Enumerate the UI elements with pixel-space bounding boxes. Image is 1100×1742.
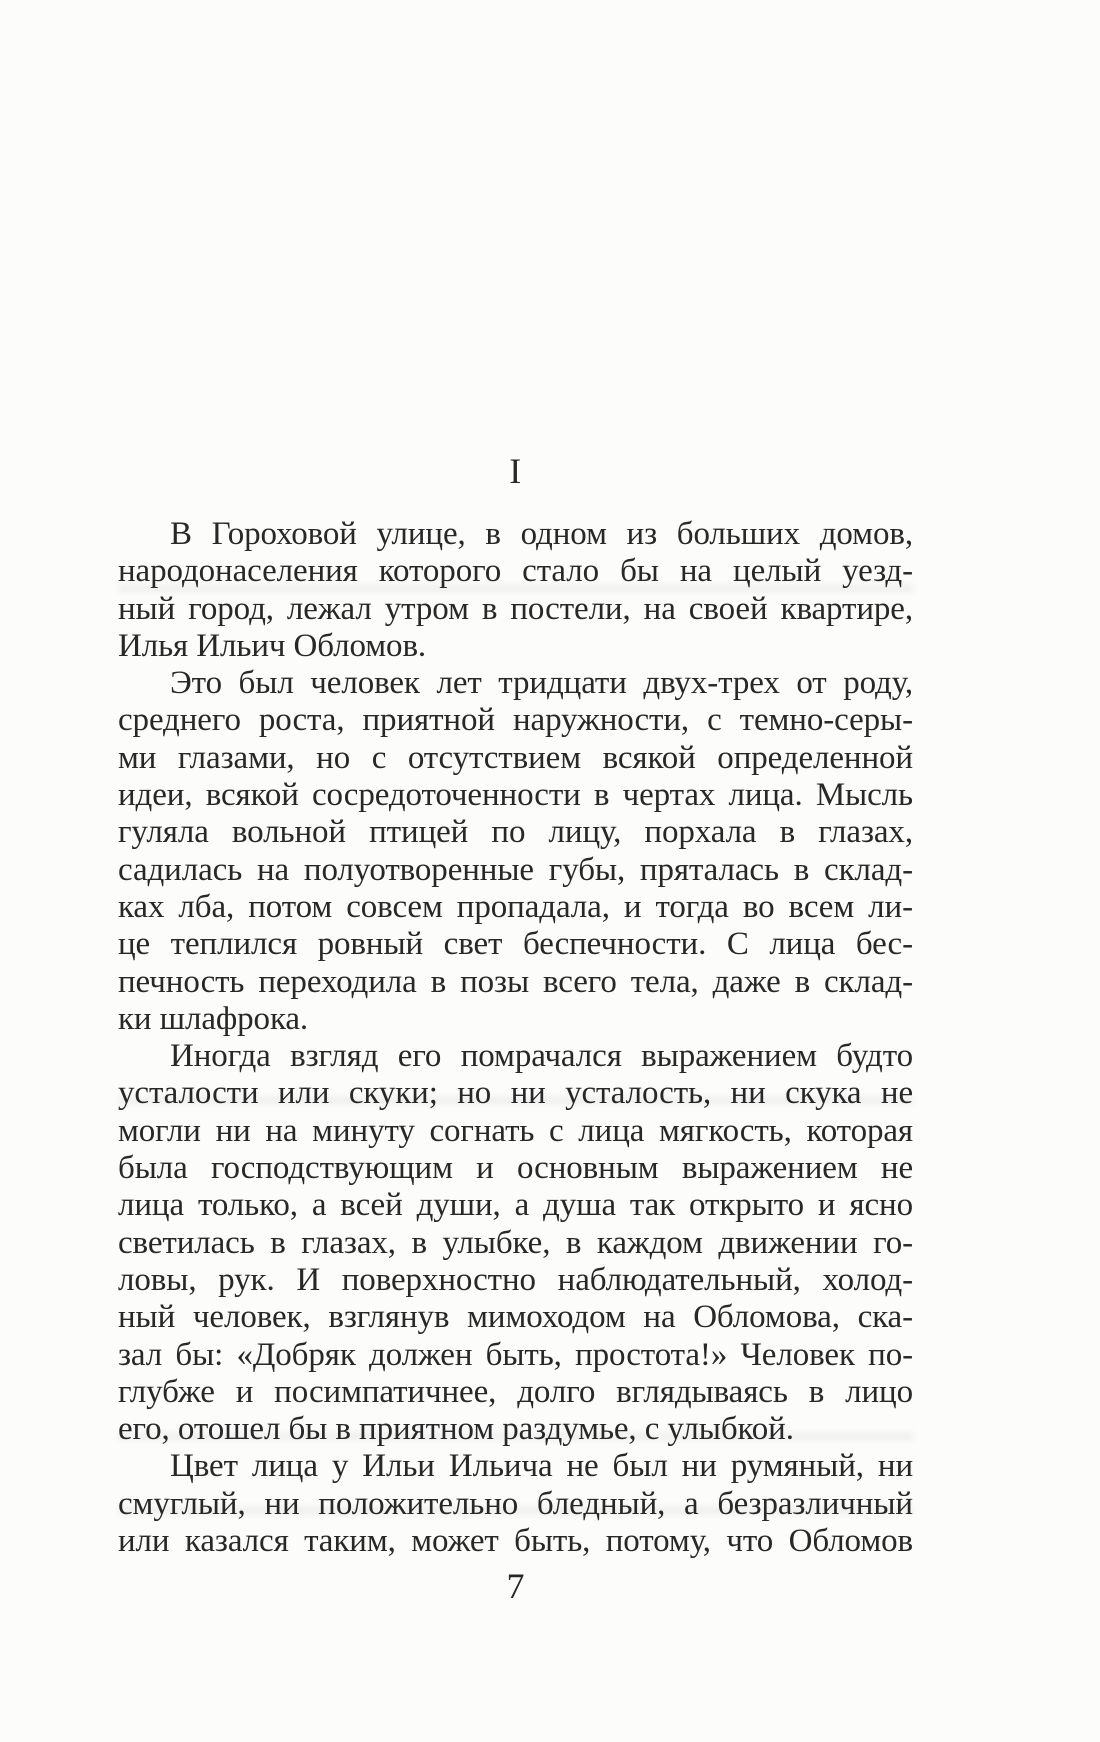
- text-line: це теплился ровный свет беспечности. С лица бес-: [118, 926, 913, 963]
- text-line: глубже и посимпатичнее, долго вглядываясь в лицо: [118, 1373, 913, 1410]
- text-line: ми глазами, но с отсутствием всякой определенной: [118, 739, 913, 776]
- paragraph: [118, 1448, 913, 1560]
- text-line: ный город, лежал утром в постели, на своей квартире,: [118, 590, 913, 627]
- text-line: В Гороховой улице, в одном из больших домов,: [170, 516, 913, 552]
- paragraph: [118, 1038, 913, 1448]
- text-line: садилась на полуотворенные губы, пряталась в склад-: [118, 851, 913, 888]
- text-line: ный человек, взглянув мимоходом на Обломова, ска-: [118, 1299, 913, 1336]
- text-line: смуглый, ни положительно бледный, а безразличный: [118, 1485, 913, 1522]
- text-line: ки шлафрока.: [118, 1000, 309, 1037]
- text-line: гуляла вольной птицей по лицу, порхала в глазах,: [118, 814, 913, 851]
- text-line: народонаселения которого стало бы на целый уезд-: [118, 553, 913, 590]
- text-line: могли ни на минуту согнать с лица мягкость, которая: [118, 1112, 913, 1149]
- paragraph: [118, 665, 913, 1038]
- text-line: ках лба, потом совсем пропадала, и тогда во всем ли-: [118, 888, 913, 925]
- text-line: печность переходила в позы всего тела, даже в склад-: [118, 963, 913, 1000]
- text-line: Иногда взгляд его помрачался выражением будто: [170, 1038, 913, 1075]
- chapter-heading: I: [509, 451, 522, 491]
- text-line: зал бы: «Добряк должен быть, простота!» Человек по-: [118, 1336, 913, 1373]
- text-line: ловы, рук. И поверхностно наблюдательный, холод-: [118, 1261, 913, 1298]
- text-line: усталости или скуки; но ни усталость, ни скука не: [118, 1075, 913, 1112]
- page-number: 7: [506, 1566, 525, 1606]
- text-line: была господствующим и основным выражением не: [118, 1150, 913, 1187]
- text-line: или казался таким, может быть, потому, что Обломов: [118, 1523, 913, 1560]
- text-line: Цвет лица у Ильи Ильича не был ни румяный, ни: [170, 1448, 913, 1485]
- text-line: Это был человек лет тридцати двух-трех от роду,: [170, 665, 913, 702]
- paragraph: [118, 516, 913, 665]
- text-block: [118, 516, 913, 1560]
- text-line: лица только, а всей души, а душа так открыто и ясно: [118, 1187, 913, 1224]
- text-line: среднего роста, приятной наружности, с темно-серы-: [118, 702, 913, 739]
- text-line: Илья Ильич Обломов.: [118, 627, 427, 664]
- text-line: его, отошел бы в приятном раздумье, с улыбкой.: [118, 1411, 794, 1448]
- text-line: идеи, всякой сосредоточенности в чертах лица. Мысль: [118, 777, 913, 814]
- text-line: светилась в глазах, в улыбке, в каждом движении го-: [118, 1224, 913, 1261]
